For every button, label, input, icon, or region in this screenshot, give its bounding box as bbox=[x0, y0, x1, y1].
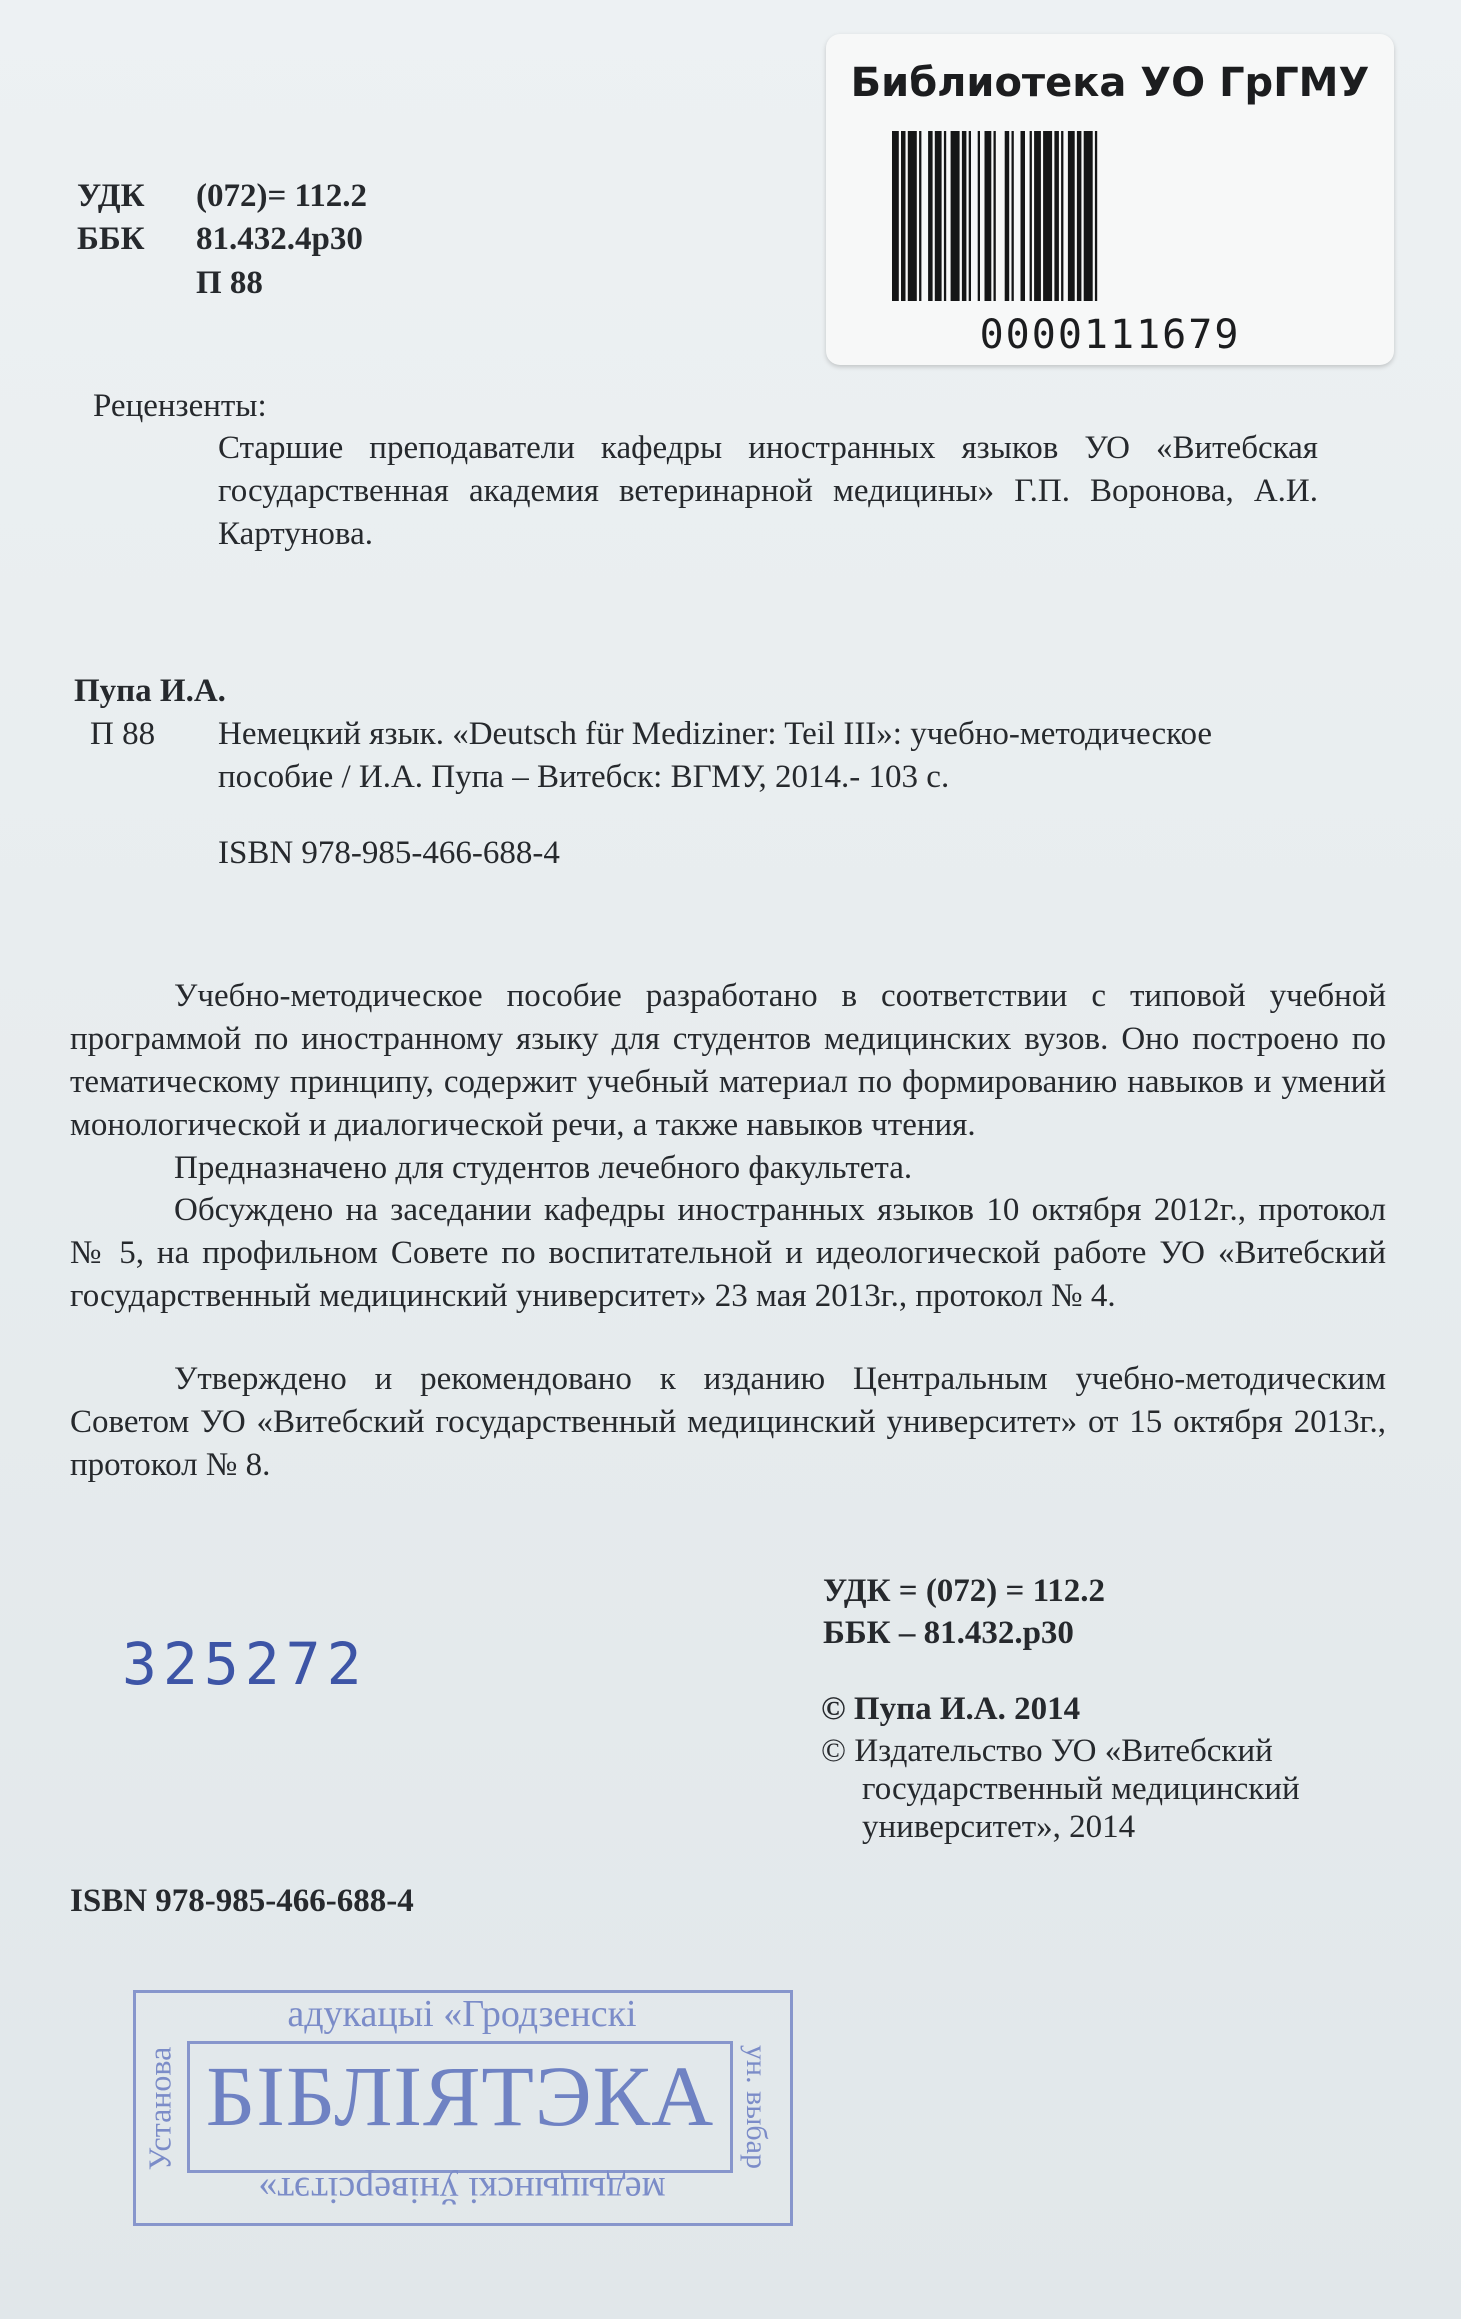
bibliographic-isbn: ISBN 978-985-466-688-4 bbox=[218, 835, 560, 871]
stamp-main-text: БІБЛІЯТЭКА bbox=[205, 2048, 715, 2144]
library-label-title: Библиотека УО ГрГМУ bbox=[850, 60, 1370, 106]
udk-label: УДК bbox=[77, 178, 145, 214]
reviewers-text: Старшие преподаватели кафедры иностранных языков УО «Витебская государственная академия ветеринарной медицины» Г.П. Воронова, А.И. Картунова. bbox=[218, 430, 1318, 552]
stamp-left-text: Установа bbox=[141, 2046, 178, 2171]
bbk-value: 81.432.4р30 bbox=[196, 221, 363, 257]
udk-value: (072)= 112.2 bbox=[196, 178, 367, 214]
inventory-number: 325272 bbox=[122, 1630, 368, 1698]
author-mark: П 88 bbox=[196, 265, 263, 301]
bbk-label: ББК bbox=[77, 221, 145, 257]
reviewers-heading: Рецензенты: bbox=[93, 388, 267, 424]
stamp-top-text: адукацыі «Гродзенскі bbox=[287, 1993, 637, 2035]
copyright-publisher-line-2: государственный медицинский bbox=[862, 1771, 1300, 1807]
stamp-right-text: ун. выбар bbox=[740, 2045, 773, 2169]
imprint-bbk: ББК – 81.432.р30 bbox=[823, 1615, 1074, 1651]
annotation-paragraph-4: Утверждено и рекомендовано к изданию Центральным учебно-методическим Советом УО «Витебский государственный медицинский университет» от 15 октября 2013г., протокол № 8. bbox=[70, 1361, 1386, 1483]
bibliographic-description: Немецкий язык. «Deutsch für Mediziner: Teil III»: учебно-методическое пособие / И.А. Пупа – Витебск: ВГМУ, 2014.- 103 с. bbox=[218, 716, 1213, 795]
annotation-paragraph-1: Учебно-методическое пособие разработано в соответствии с типовой учебной программой по иностранному языку для студентов медицинских вузов. Оно построено по тематическому принципу, содержит учебный материал по формированию навыков и умений монологической и диалогической речи, а также навыков чтения. bbox=[70, 978, 1386, 1143]
bibliographic-mark: П 88 bbox=[90, 716, 156, 752]
annotation bbox=[70, 975, 1386, 1487]
library-stamp bbox=[133, 1990, 791, 2224]
annotation-paragraph-3: Обсуждено на заседании кафедры иностранных языков 10 октября 2012г., протокол № 5, на профильном Совете по воспитательной и идеологической работе УО «Витебский государственный медицинский университет» 23 мая 2013г., протокол № 4. bbox=[70, 1192, 1386, 1315]
isbn-bottom: ISBN 978-985-466-688-4 bbox=[70, 1883, 414, 1919]
copyright-publisher-line-3: университет», 2014 bbox=[862, 1809, 1136, 1845]
author-heading: Пупа И.А. bbox=[74, 673, 226, 709]
library-barcode-label bbox=[826, 34, 1394, 365]
imprint-udk: УДК = (072) = 112.2 bbox=[823, 1573, 1106, 1609]
copyright-publisher-line-1: © Издательство УО «Витебский bbox=[821, 1733, 1273, 1769]
stamp-bottom-text: медыцынскі ўніверсітэт» bbox=[258, 2169, 666, 2211]
annotation-paragraph-2: Предназначено для студентов лечебного факультета. bbox=[174, 1149, 913, 1186]
copyright-author: © Пупа И.А. 2014 bbox=[821, 1691, 1081, 1727]
barcode-number: 0000111679 bbox=[979, 312, 1241, 358]
barcode-icon bbox=[888, 131, 1328, 341]
